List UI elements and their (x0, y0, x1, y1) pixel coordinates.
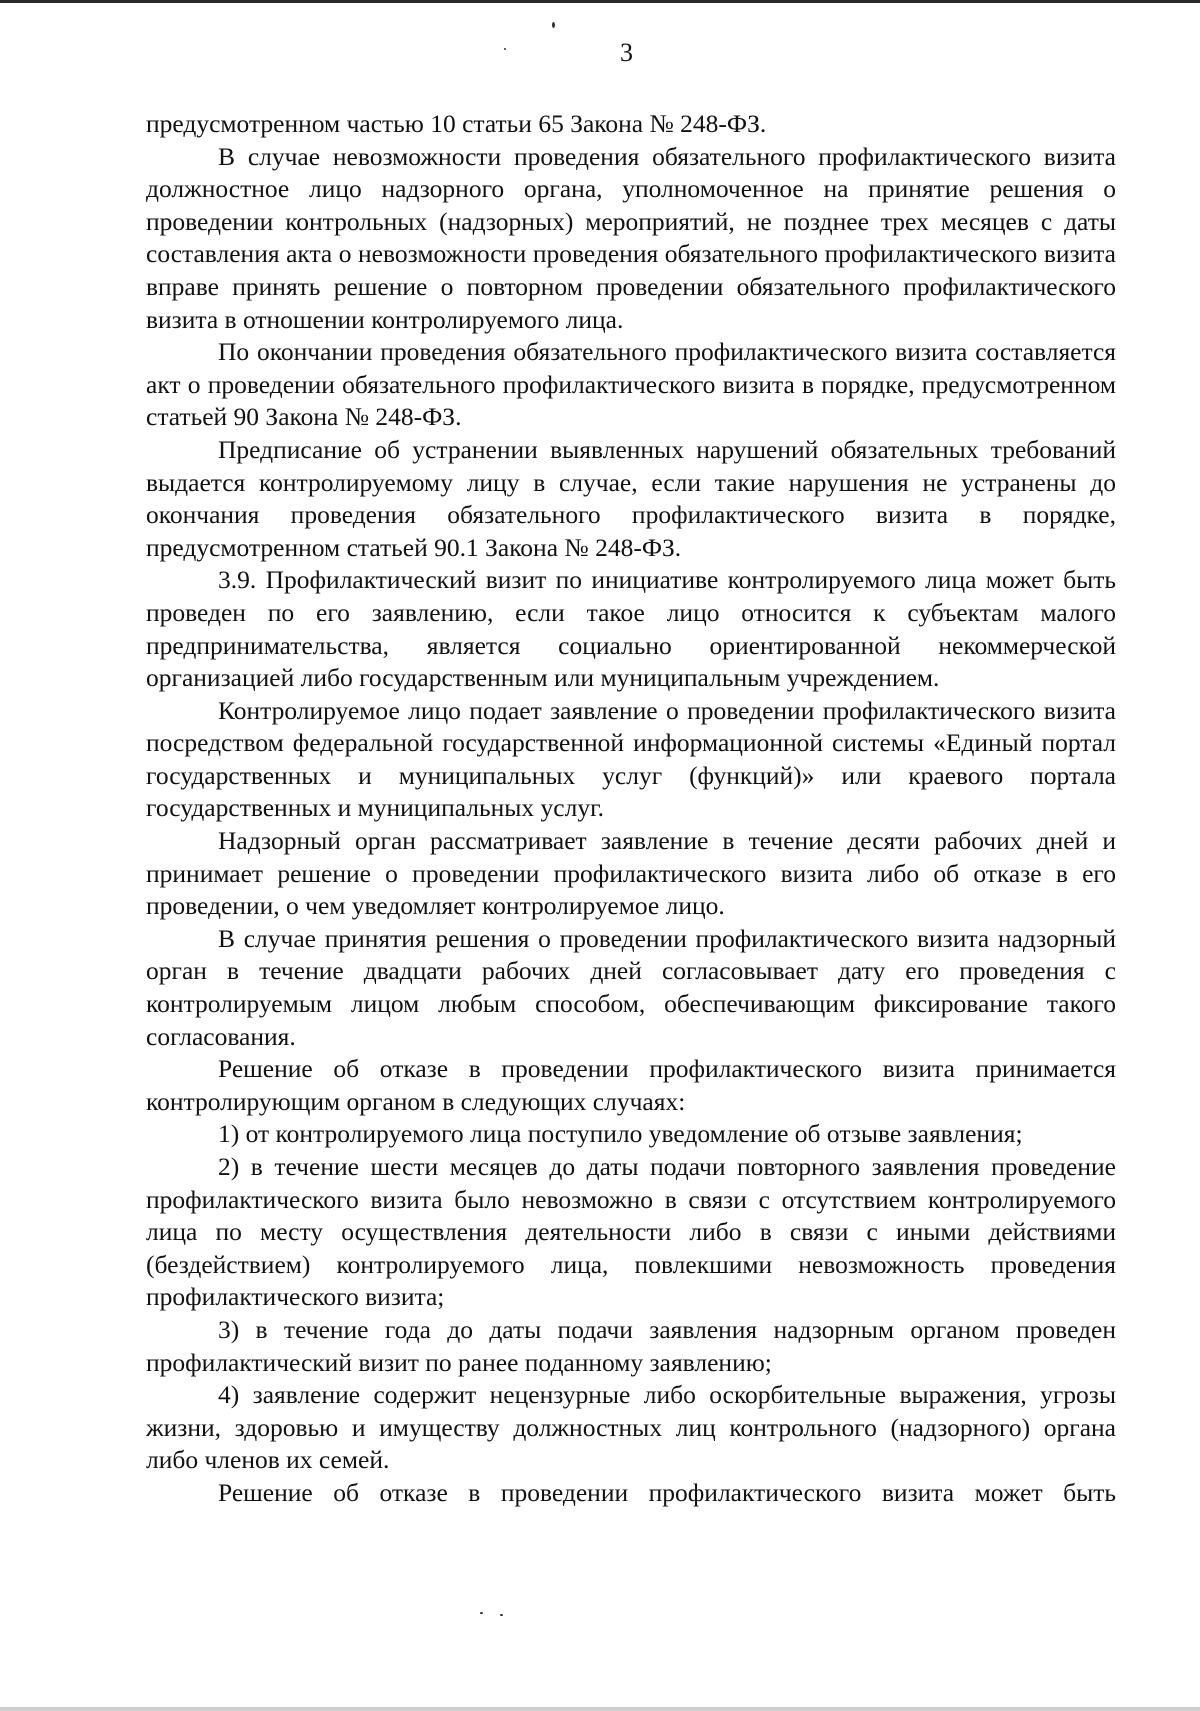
paragraph: 4) заявление содержит нецензурные либо оскорбительные выражения, угрозы жизни, здоровью и имуществу должностных лиц контрольного (надзорного) органа либо членов их семей. (146, 1380, 1116, 1475)
paragraph: 1) от контролируемого лица поступило уведомление об отзыве заявления; (218, 1119, 1023, 1149)
page-number: 3 (620, 38, 633, 67)
paragraph: В случае невозможности проведения обязательного профилактического визита должностное лицо надзорного органа, уполномоченное на принятие решения о проведении контрольных (надзорных) мероприятий, не позднее трех месяцев с даты составления акта о невозможности проведения обязательного профилактического визита вправе принять решение о повторном проведении обязательного профилактического визита в отношении контролируемого лица. (146, 141, 1116, 334)
paragraph: предусмотренном частью 10 статьи 65 Закона № 248-ФЗ. (146, 109, 767, 138)
paragraph: Контролируемое лицо подает заявление о проведении профилактического визита посредством федеральной государственной информационной системы «Единый портал государственных и муниципальных услуг (функций)» или краевого портала государственных и муниципальных услуг. (146, 695, 1116, 823)
page-body (146, 108, 1116, 1510)
paragraph: Предписание об устранении выявленных нарушений обязательных требований выдается контролируемому лицу в случае, если такие нарушения не устранены до окончания проведения обязательного профилактического визита в порядке, предусмотренном статьей 90.1 Закона № 248-ФЗ. (146, 434, 1116, 562)
paragraph: 3.9. Профилактический визит по инициативе контролируемого лица может быть проведен по его заявлению, если такое лицо относится к субъектам малого предпринимательства, является социально ориентированной некоммерческой организацией либо государственным или муниципальным учреждением. (146, 565, 1116, 693)
paragraph: По окончании проведения обязательного профилактического визита составляется акт о проведении обязательного профилактического визита в порядке, предусмотренном статьей 90 Закона № 248-ФЗ. (146, 337, 1116, 432)
paragraph: 3) в течение года до даты подачи заявления надзорным органом проведен профилактический визит по ранее поданному заявлению; (146, 1314, 1116, 1377)
scan-speck (480, 1612, 483, 1614)
paragraph: В случае принятия решения о проведении профилактического визита надзорный орган в течение двадцати рабочих дней согласовывает дату его проведения с контролируемым лицом любым способом, обеспечивающим фиксирование такого согласования. (146, 923, 1116, 1051)
scan-speck (552, 22, 555, 28)
paragraph: Решение об отказе в проведении профилактического визита может быть (218, 1477, 1116, 1507)
scan-edge-bottom (0, 1707, 1200, 1711)
paragraph: Решение об отказе в проведении профилактического визита принимается контролирующим органом в следующих случаях: (146, 1054, 1116, 1116)
paragraph: Надзорный орган рассматривает заявление в течение десяти рабочих дней и принимает решение о проведении профилактического визита либо об отказе в его проведении, о чем уведомляет контролируемое лицо. (146, 826, 1116, 921)
scan-edge-top (0, 0, 1200, 3)
paragraph: 2) в течение шести месяцев до даты подачи повторного заявления проведение профилактического визита было невозможно в связи с отсутствием контролируемого лица по месту осуществления деятельности либо в связи с иными действиями (бездействием) контролируемого лица, повлекшими невозможность проведения профилактического визита; (146, 1152, 1116, 1312)
scan-speck (500, 1614, 503, 1616)
